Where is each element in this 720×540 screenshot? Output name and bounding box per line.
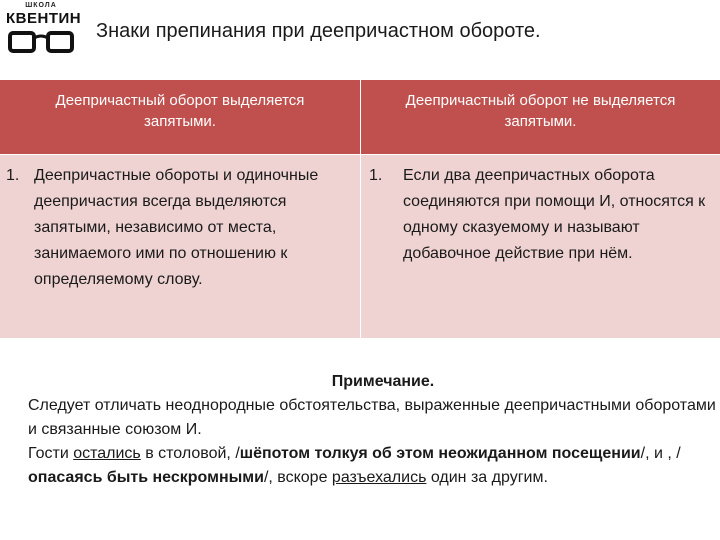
page-title: Знаки препинания при деепричастном обороте. [96, 20, 541, 42]
note-block [6, 370, 720, 490]
glasses-icon [8, 30, 74, 54]
example-part: /, вскоре [263, 469, 332, 486]
example-predicate-2: разъехались [331, 469, 427, 486]
cell-right-text: Если два деепричастных оборота соединяются при помощи И, относятся к одному сказуемому и называют добавочное действие при нём. [403, 167, 706, 262]
cell-left-text: Деепричастные обороты и одиночные деепричастия всегда выделяются запятыми, независимо от места, занимаемого ими по отношению к определяемому слову. [34, 167, 319, 288]
cell-right [361, 155, 720, 338]
logo-small-text: ШКОЛА [25, 2, 57, 9]
header-right: Деепричастный оборот не выделяется запятыми. [361, 80, 720, 154]
example-part: один за другим. [426, 469, 548, 486]
cell-left-number: 1. [6, 167, 20, 184]
example-predicate-1: остались [73, 445, 141, 462]
note-paragraph: Следует отличать неоднородные обстоятельства, выраженные деепричастными оборотами и связанные союзом И. [28, 397, 716, 438]
example-part: Гости [28, 445, 74, 462]
school-logo [6, 2, 82, 60]
rules-table [0, 80, 720, 338]
column-divider [360, 80, 361, 338]
note-example [6, 442, 720, 490]
note-title: Примечание. [331, 373, 435, 390]
example-participle-phrase-1: шёпотом толкуя об этом неожиданном посещении [239, 445, 641, 462]
example-participle-phrase-2: опасаясь быть нескромными [28, 469, 264, 486]
example-part: в столовой, / [140, 445, 240, 462]
cell-right-number: 1. [369, 167, 383, 184]
cell-left [0, 155, 360, 338]
header-left: Деепричастный оборот выделяется запятыми. [0, 80, 360, 154]
example-part: /, и , / [640, 445, 681, 462]
logo-main-text: КВЕНТИН [6, 10, 82, 27]
